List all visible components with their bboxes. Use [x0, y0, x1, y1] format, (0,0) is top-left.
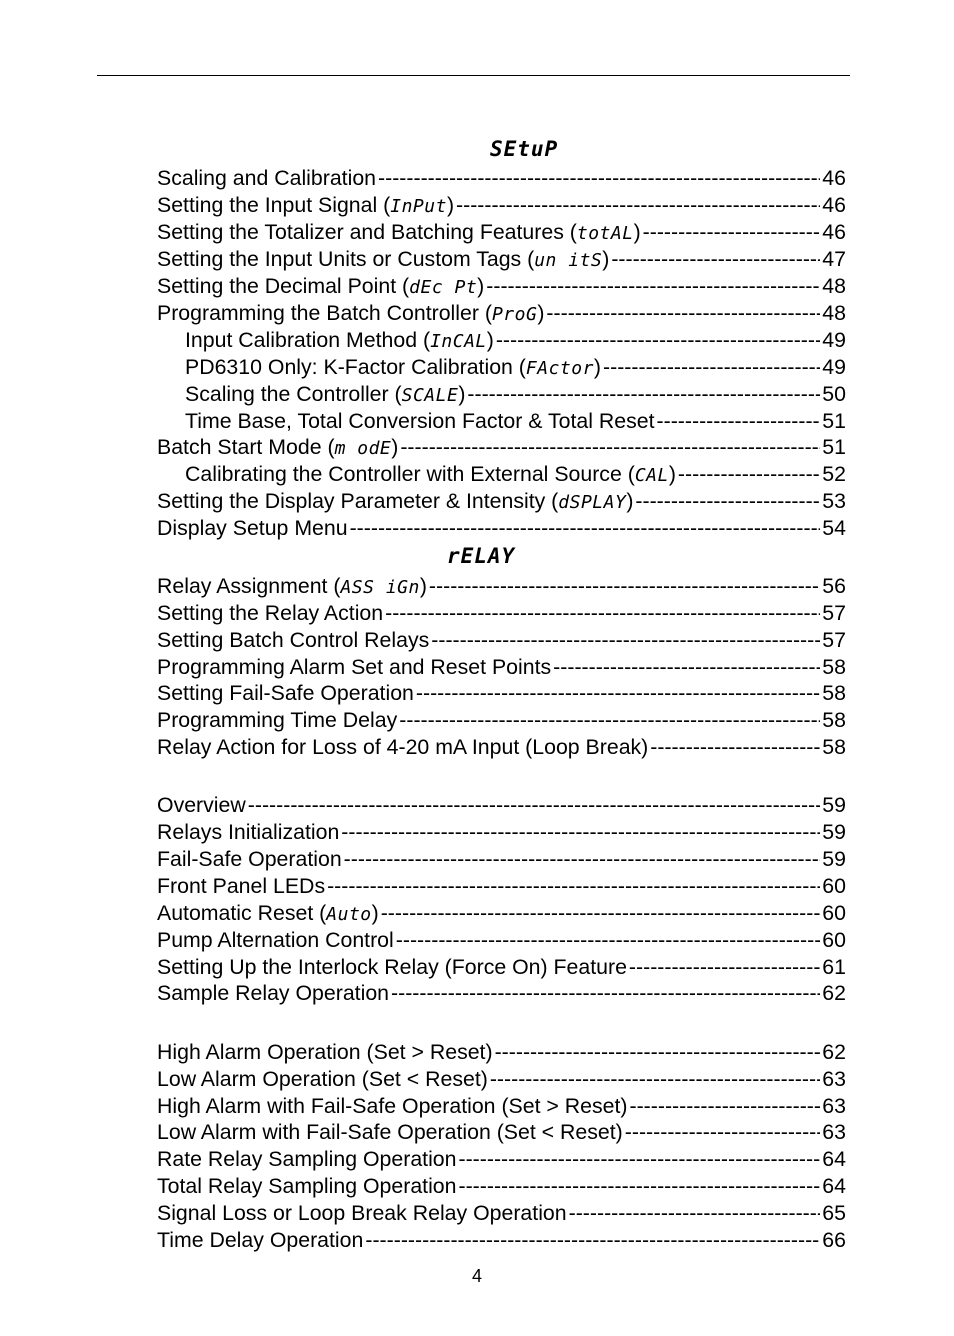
- toc-entry: [185, 381, 846, 409]
- lcd-code-label: totAL: [576, 223, 634, 244]
- toc-entry-text: Calibrating the Controller with External Source (: [185, 462, 635, 486]
- toc-entry: [157, 273, 846, 301]
- toc-page-number: 62: [822, 981, 846, 1005]
- toc-entry-title: [157, 1146, 457, 1172]
- toc-entry-text: Rate Relay Sampling Operation: [157, 1147, 457, 1171]
- toc-entry-text: Setting Batch Control Relays: [157, 628, 430, 652]
- toc-entry-text: Setting the Input Signal (: [157, 193, 391, 217]
- toc-entry-text: Programming Time Delay: [157, 708, 398, 732]
- toc-entry-title: [157, 219, 641, 247]
- dot-leader: [381, 900, 821, 926]
- toc-page-number: 54: [822, 516, 846, 540]
- toc-entry: [157, 300, 846, 328]
- toc-entry-title: [185, 354, 601, 382]
- toc-entry-title: [185, 381, 465, 409]
- lcd-code-label: un itS: [534, 250, 603, 271]
- toc-entry: [185, 461, 846, 489]
- toc-entry-title: [157, 654, 551, 680]
- toc-page-number: 48: [822, 301, 846, 325]
- toc-page-number: 51: [822, 435, 846, 459]
- lcd-code-label: dSPLAY: [558, 492, 627, 513]
- toc-entry-text: Setting the Input Units or Custom Tags (: [157, 247, 535, 271]
- toc-entry-text: Setting the Decimal Point (: [157, 274, 410, 298]
- toc-page-number: 46: [822, 220, 846, 244]
- toc-entry: [157, 573, 846, 601]
- dot-leader: [416, 680, 820, 706]
- toc-entry-title: [157, 980, 389, 1006]
- header-rule: [97, 75, 850, 76]
- toc-entry: [157, 1066, 846, 1092]
- dot-leader: [365, 1227, 820, 1253]
- dot-leader: [341, 819, 820, 845]
- dot-leader: [630, 1093, 821, 1119]
- toc-entry-title: [157, 819, 339, 845]
- toc-entry-suffix: ): [593, 355, 602, 379]
- toc-entry-title: [157, 1200, 567, 1226]
- toc-entry-text: Display Setup Menu: [157, 516, 348, 540]
- dot-leader: [429, 573, 820, 599]
- toc-entry-title: [185, 327, 494, 355]
- dot-leader: [495, 1039, 821, 1065]
- toc-entry: [157, 900, 846, 928]
- toc-entry: [157, 219, 846, 247]
- toc-entry-text: Automatic Reset (: [157, 901, 327, 925]
- toc-entry-title: [185, 461, 676, 489]
- toc-page-number: 60: [822, 901, 846, 925]
- dot-leader: [569, 1200, 821, 1226]
- toc-page-number: 49: [822, 328, 846, 352]
- toc-page-number: 58: [822, 681, 846, 705]
- toc-entry: [157, 1173, 846, 1199]
- toc-entry-text: Programming Alarm Set and Reset Points: [157, 655, 552, 679]
- toc-entry-title: [157, 627, 429, 653]
- toc-entry-text: Overview: [157, 793, 246, 817]
- toc-entry: [157, 1093, 846, 1119]
- toc-entry-suffix: ): [477, 274, 485, 298]
- toc-page-number: 62: [822, 1040, 846, 1064]
- toc-page-number: 53: [822, 489, 846, 513]
- toc-entry-title: [157, 954, 627, 980]
- toc-entry-suffix: ): [633, 220, 641, 244]
- toc-entry-text: Setting the Totalizer and Batching Features (: [157, 220, 577, 244]
- toc-page-number: 61: [822, 955, 846, 979]
- toc-entry: [157, 1200, 846, 1226]
- toc-entry: [157, 792, 846, 818]
- dot-leader: [643, 219, 821, 245]
- toc-entry: [157, 819, 846, 845]
- toc-entry-text: Front Panel LEDs: [157, 874, 326, 898]
- toc-entry-title: [157, 927, 394, 953]
- toc-entry-title: [157, 1066, 488, 1092]
- toc-entry-title: [157, 300, 544, 328]
- toc-entry-title: [157, 1227, 363, 1253]
- toc-entry-title: [157, 1173, 457, 1199]
- dot-leader: [635, 488, 820, 514]
- toc-entry-text: Pump Alternation Control: [157, 928, 394, 952]
- toc-entry-suffix: ): [371, 901, 379, 925]
- toc-entry-title: [157, 488, 633, 516]
- toc-page-number: 58: [822, 735, 846, 759]
- toc-entry-text: Batch Start Mode (: [157, 435, 335, 459]
- toc-page-number: 65: [822, 1201, 846, 1225]
- toc-entry-text: Fail-Safe Operation: [157, 847, 342, 871]
- toc-entry: [157, 600, 846, 626]
- toc-page-number: 59: [822, 820, 846, 844]
- dot-leader: [459, 1173, 821, 1199]
- toc-entry: [185, 354, 846, 382]
- toc-entry-text: Setting the Relay Action: [157, 601, 384, 625]
- dot-leader: [350, 515, 821, 541]
- dot-leader: [399, 707, 820, 733]
- dot-leader: [629, 954, 820, 980]
- toc-entry-title: [157, 165, 376, 191]
- dot-leader: [459, 1146, 821, 1172]
- dot-leader: [327, 873, 820, 899]
- toc-entry-text: Relays Initialization: [157, 820, 340, 844]
- toc-page-number: 64: [822, 1147, 846, 1171]
- dot-leader: [344, 846, 821, 872]
- toc-page-number: 63: [822, 1120, 846, 1144]
- toc-page-number: 60: [822, 928, 846, 952]
- toc-page-number: 63: [822, 1067, 846, 1091]
- toc-entry-text: PD6310 Only: K-Factor Calibration (: [185, 355, 526, 379]
- section-heading-relay: rELAY: [447, 544, 516, 568]
- toc-entry-title: [157, 734, 648, 760]
- toc-page-number: 59: [822, 847, 846, 871]
- lcd-code-label: CAL: [634, 465, 669, 486]
- toc-entry-title: [157, 515, 348, 541]
- toc-entry: [157, 954, 846, 980]
- toc-entry-text: Sample Relay Operation: [157, 981, 390, 1005]
- toc-entry-title: [157, 792, 246, 818]
- toc-entry-text: Total Relay Sampling Operation: [157, 1174, 457, 1198]
- toc-page-number: 64: [822, 1174, 846, 1198]
- dot-leader: [546, 300, 820, 326]
- toc-entry-text: Relay Action for Loss of 4-20 mA Input (Loop Break): [157, 735, 649, 759]
- lcd-code-label: FActor: [525, 358, 594, 379]
- toc-entry-text: Scaling and Calibration: [157, 166, 377, 190]
- toc-entry-suffix: ): [486, 328, 494, 352]
- toc-entry-title: [157, 1093, 628, 1119]
- toc-entry-suffix: ): [446, 193, 455, 217]
- dot-leader: [396, 927, 821, 953]
- lcd-code-label: InPut: [390, 196, 447, 217]
- toc-entry: [185, 408, 846, 434]
- dot-leader: [400, 434, 820, 460]
- dot-leader: [553, 654, 820, 680]
- toc-entry-text: Setting Fail-Safe Operation: [157, 681, 414, 705]
- toc-entry-suffix: ): [419, 574, 427, 598]
- section-heading-setup: SEtuP: [490, 137, 559, 161]
- dot-leader: [657, 408, 821, 434]
- toc-entry-text: High Alarm Operation (Set > Reset): [157, 1040, 493, 1064]
- dot-leader: [391, 980, 820, 1006]
- dot-leader: [603, 354, 820, 380]
- toc-page-number: 59: [822, 793, 846, 817]
- toc-entry-title: [157, 273, 484, 301]
- toc-entry-suffix: ): [458, 382, 466, 406]
- toc-entry: [157, 873, 846, 899]
- toc-entry-text: Input Calibration Method (: [185, 328, 431, 352]
- toc-entry: [157, 515, 846, 541]
- toc-page-number: 48: [822, 274, 846, 298]
- toc-entry-text: Setting the Display Parameter & Intensity (: [157, 489, 559, 513]
- toc-entry: [157, 434, 846, 462]
- toc-page-number: 60: [822, 874, 846, 898]
- toc-page-number: 50: [822, 382, 846, 406]
- toc-entry-text: Relay Assignment (: [157, 574, 341, 598]
- dot-leader: [650, 734, 820, 760]
- toc-entry-text: High Alarm with Fail-Safe Operation (Set > Reset): [157, 1094, 628, 1118]
- toc-entry-suffix: ): [537, 301, 545, 325]
- toc-page-number: 47: [822, 247, 846, 271]
- toc-entry-title: [157, 873, 325, 899]
- toc-page-number: 63: [822, 1094, 846, 1118]
- dot-leader: [431, 627, 820, 653]
- toc-page-number: 46: [822, 193, 846, 217]
- toc-entry-suffix: ): [602, 247, 610, 271]
- toc-entry-title: [157, 680, 414, 706]
- toc-entry-title: [157, 900, 379, 928]
- dot-leader: [490, 1066, 820, 1092]
- toc-entry: [157, 165, 846, 191]
- toc-page-number: 66: [822, 1228, 846, 1252]
- toc-entry-title: [157, 1039, 493, 1065]
- toc-entry: [157, 192, 846, 220]
- toc-entry-text: Programming the Batch Controller (: [157, 301, 492, 325]
- dot-leader: [248, 792, 821, 818]
- toc-entry: [185, 327, 846, 355]
- toc-entry: [157, 846, 846, 872]
- toc-entry: [157, 627, 846, 653]
- toc-entry: [157, 707, 846, 733]
- toc-page-number: 58: [822, 708, 846, 732]
- toc-entry: [157, 980, 846, 1006]
- toc-entry-title: [157, 246, 609, 274]
- toc-entry-title: [157, 192, 454, 220]
- toc-entry-text: Time Delay Operation: [157, 1228, 364, 1252]
- dot-leader: [496, 327, 820, 353]
- toc-entry-title: [157, 707, 397, 733]
- toc-entry-text: Time Base, Total Conversion Factor & Total Reset: [185, 409, 655, 433]
- dot-leader: [456, 192, 820, 218]
- toc-entry-text: Scaling the Controller (: [185, 382, 402, 406]
- toc-entry-suffix: ): [391, 435, 399, 459]
- toc-page-number: 57: [822, 601, 846, 625]
- dot-leader: [378, 165, 820, 191]
- lcd-code-label: SCALE: [401, 385, 459, 406]
- lcd-code-label: ProG: [491, 304, 538, 325]
- toc-entry: [157, 246, 846, 274]
- toc-entry: [157, 1146, 846, 1172]
- toc-entry-title: [185, 408, 655, 434]
- toc-entry-suffix: ): [626, 489, 634, 513]
- toc-entry: [157, 1227, 846, 1253]
- toc-entry-text: Setting Up the Interlock Relay (Force On) Feature: [157, 955, 627, 979]
- lcd-code-label: m odE: [334, 438, 392, 459]
- toc-entry: [157, 734, 846, 760]
- dot-leader: [625, 1119, 821, 1145]
- toc-entry-text: Low Alarm Operation (Set < Reset): [157, 1067, 488, 1091]
- lcd-code-label: dEc Pt: [409, 277, 478, 298]
- toc-entry: [157, 1039, 846, 1065]
- dot-leader: [385, 600, 820, 626]
- toc-page-number: 58: [822, 655, 846, 679]
- lcd-code-label: ASS iGn: [340, 577, 420, 598]
- toc-page-number: 46: [822, 166, 846, 190]
- toc-entry: [157, 488, 846, 516]
- toc-page-number: 49: [822, 355, 846, 379]
- dot-leader: [467, 381, 820, 407]
- toc-page-number: 56: [822, 574, 846, 598]
- toc-entry-title: [157, 600, 383, 626]
- lcd-code-label: InCAL: [430, 331, 487, 352]
- toc-page-number: 51: [822, 409, 846, 433]
- toc-page-number: 57: [822, 628, 846, 652]
- toc-entry: [157, 927, 846, 953]
- dot-leader: [611, 246, 820, 272]
- toc-entry-title: [157, 846, 342, 872]
- dot-leader: [486, 273, 820, 299]
- toc-entry-suffix: ): [668, 462, 676, 486]
- toc-entry-title: [157, 1119, 623, 1145]
- page-number: 4: [471, 1266, 482, 1286]
- toc-page-number: 52: [822, 462, 846, 486]
- dot-leader: [678, 461, 820, 487]
- toc-entry: [157, 654, 846, 680]
- lcd-code-label: Auto: [326, 904, 372, 925]
- toc-entry: [157, 680, 846, 706]
- toc-entry-text: Signal Loss or Loop Break Relay Operation: [157, 1201, 567, 1225]
- toc-entry-text: Low Alarm with Fail-Safe Operation (Set < Reset): [157, 1120, 623, 1144]
- toc-entry: [157, 1119, 846, 1145]
- toc-entry-title: [157, 434, 398, 462]
- toc-entry-title: [157, 573, 427, 601]
